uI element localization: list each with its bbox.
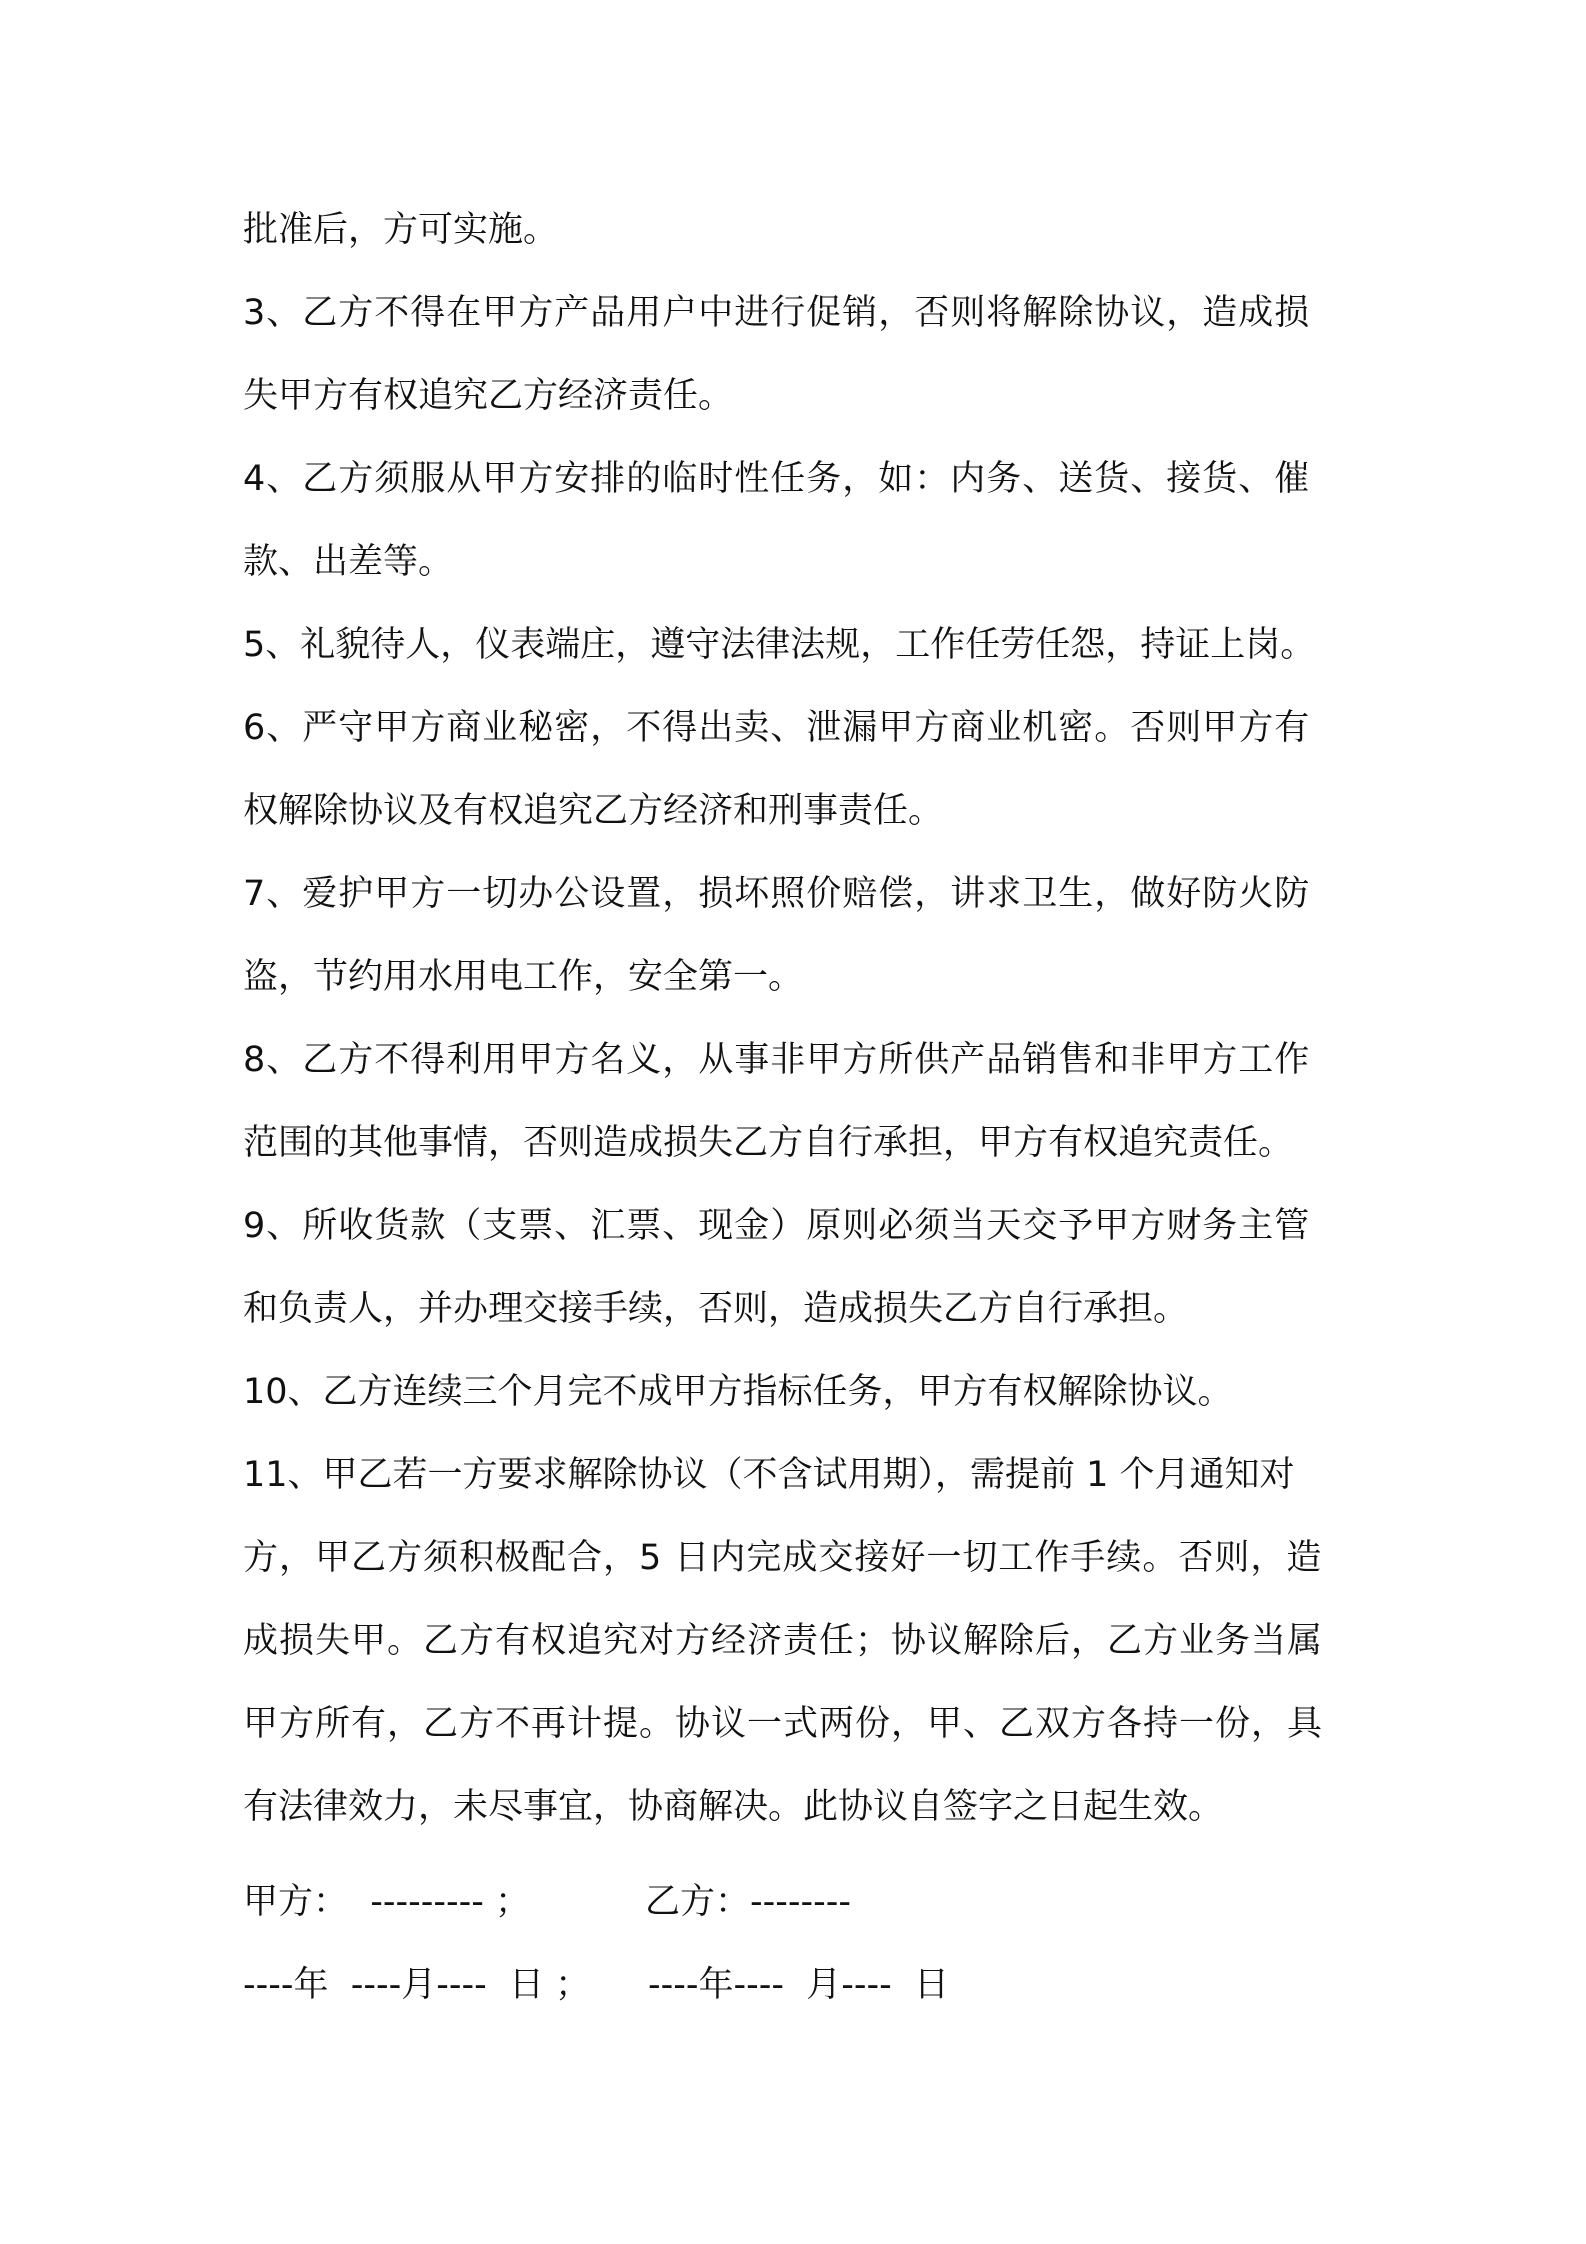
text-line-9: 7、爱护甲方一切办公设置，损坏照价赔偿，讲求卫生，做好防火防: [243, 874, 1311, 914]
text-line-16: 11、甲乙若一方要求解除协议（不含试用期），需提前 1 个月通知对: [243, 1455, 1295, 1495]
text-line-17: 方，甲乙方须积极配合，5 日内完成交接好一切工作手续。否则，造: [243, 1538, 1323, 1578]
text-line-3: 失甲方有权追究乙方经济责任。: [243, 376, 734, 416]
text-line-8: 权解除协议及有权追究乙方经济和刑事责任。: [243, 791, 944, 831]
text-line-10: 盗，节约用水用电工作，安全第一。: [243, 957, 804, 997]
party-b-date: ----年---- 月---- 日: [648, 1965, 950, 2005]
text-line-20: 有法律效力，未尽事宜，协商解决。此协议自签字之日起生效。: [243, 1787, 1224, 1827]
text-line-18: 成损失甲。乙方有权追究对方经济责任；协议解除后，乙方业务当属: [243, 1621, 1324, 1661]
text-line-7: 6、严守甲方商业秘密，不得出卖、泄漏甲方商业机密。否则甲方有: [243, 708, 1311, 748]
text-line-11: 8、乙方不得利用甲方名义，从事非甲方所供产品销售和非甲方工作: [243, 1040, 1311, 1080]
party-a-date: ----年 ----月---- 日 ；: [243, 1965, 591, 2005]
text-line-15: 10、乙方连续三个月完不成甲方指标任务，甲方有权解除协议。: [243, 1372, 1233, 1412]
text-line-1: 批准后，方可实施。: [243, 210, 559, 250]
text-line-13: 9、所收货款（支票、汇票、现金）原则必须当天交予甲方财务主管: [243, 1206, 1311, 1246]
party-b-signature-label: 乙方：--------: [645, 1882, 852, 1922]
text-line-12: 范围的其他事情，否则造成损失乙方自行承担，甲方有权追究责任。: [243, 1123, 1294, 1163]
text-line-6: 5、礼貌待人，仪表端庄，遵守法律法规，工作任劳任怨，持证上岗。: [243, 625, 1316, 665]
text-line-19: 甲方所有，乙方不再计提。协议一式两份，甲、乙双方各持一份，具: [243, 1704, 1324, 1744]
text-line-5: 款、出差等。: [243, 542, 454, 582]
text-line-4: 4、乙方须服从甲方安排的临时性任务，如：内务、送货、接货、催: [243, 459, 1311, 499]
text-line-2: 3、乙方不得在甲方产品用户中进行促销，否则将解除协议，造成损: [243, 293, 1311, 333]
text-line-14: 和负责人，并办理交接手续，否则，造成损失乙方自行承担。: [243, 1289, 1189, 1329]
party-a-signature-label: 甲方： --------- ；: [243, 1882, 531, 1922]
